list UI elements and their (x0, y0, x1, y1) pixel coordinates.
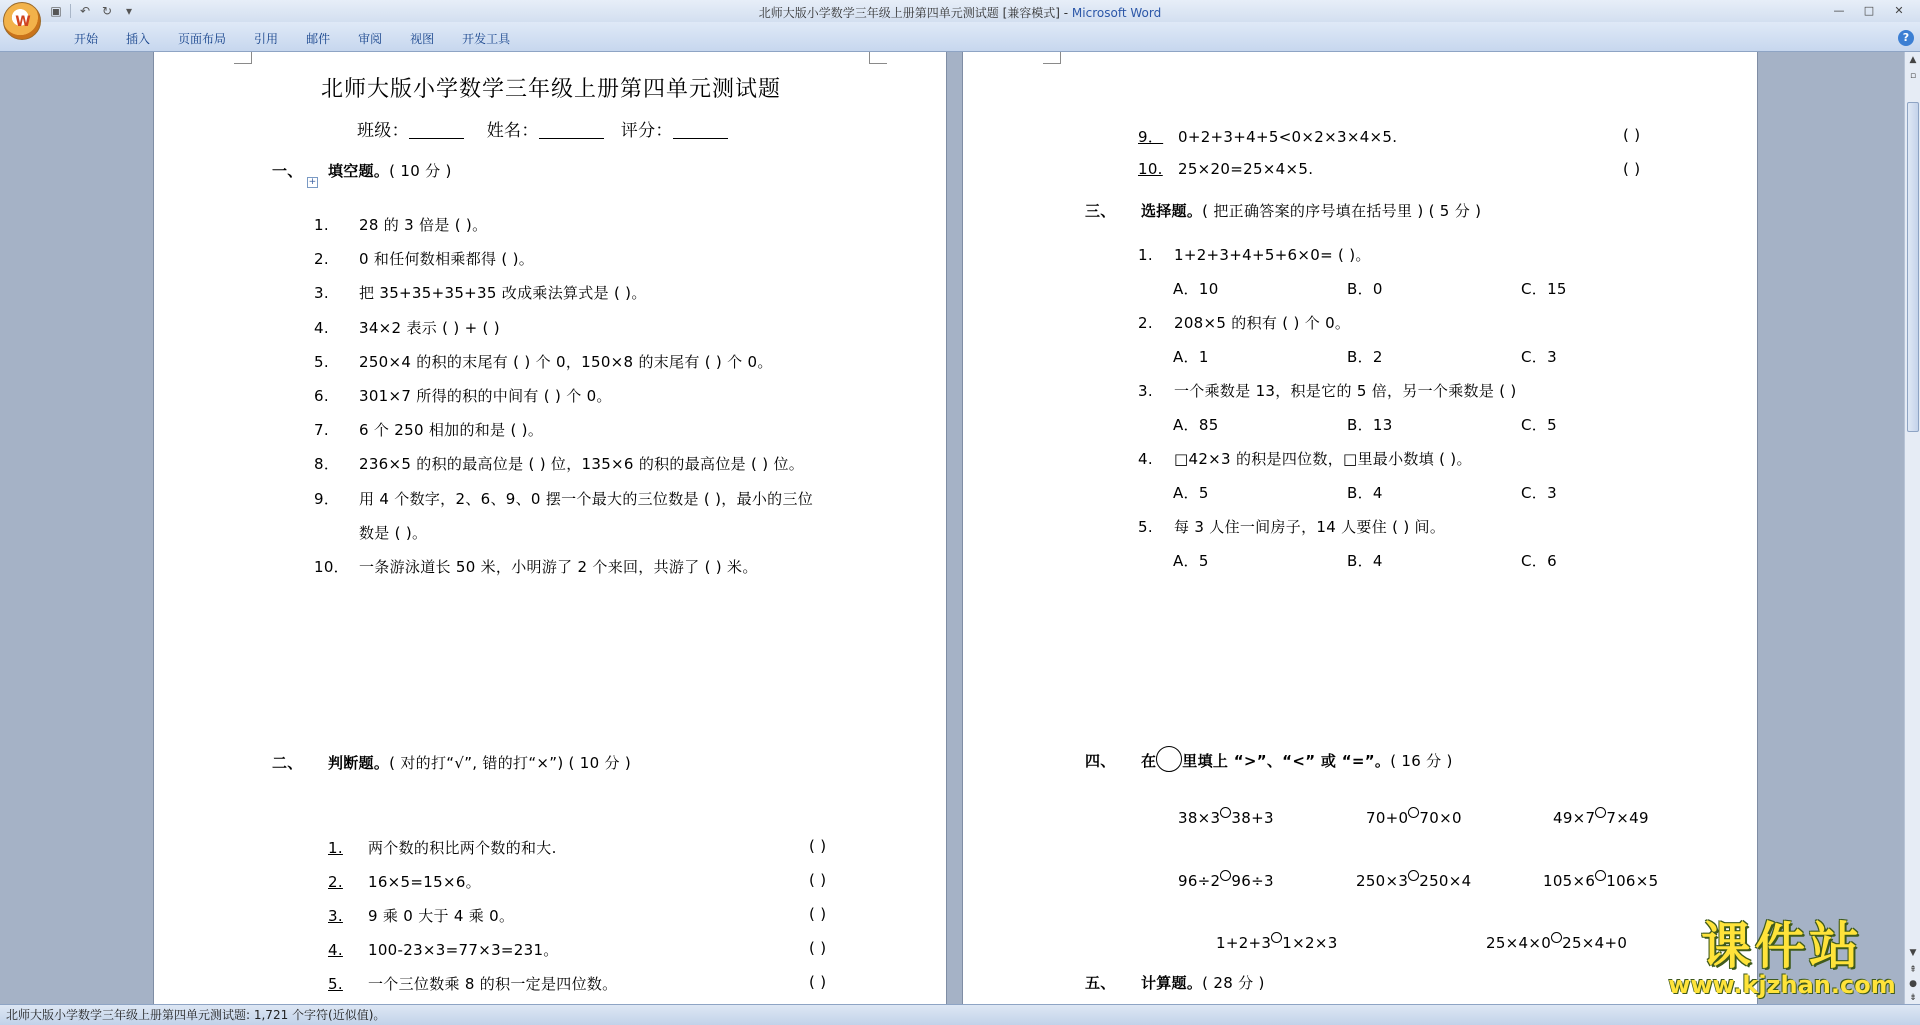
item-text: 1+2+3+4+5+6×0= ( )。 (1174, 246, 1371, 264)
comparison-circle (1595, 807, 1606, 818)
comparison-circle (1408, 807, 1419, 818)
help-icon[interactable]: ? (1898, 30, 1914, 46)
window-title (0, 4, 1920, 21)
item-text: 把 35+35+35+35 改成乘法算式是 ( )。 (359, 284, 647, 303)
choice-option: A．5 (1173, 484, 1209, 502)
choice-option: C．15 (1521, 280, 1567, 298)
name-blank (539, 138, 604, 139)
comparison-left: 70+0 (1366, 809, 1409, 827)
choice-option: C．5 (1521, 416, 1557, 434)
answer-blank: ( ) (809, 939, 827, 957)
item-text: 两个数的积比两个数的和大. (368, 839, 557, 857)
answer-blank: ( ) (1623, 126, 1641, 144)
item-number: 9． (1138, 128, 1164, 146)
item-number: 7. (314, 421, 329, 440)
choice-question (1138, 516, 1445, 537)
item-text: 250×4 的积的末尾有 ( ) 个 0，150×8 的末尾有 ( ) 个 0。 (359, 352, 773, 371)
fill-item (314, 248, 534, 269)
choice-option: A．85 (1173, 416, 1219, 434)
section-score: ( 16 分 ) (1390, 752, 1453, 770)
undo-icon[interactable]: ↶ (79, 3, 91, 18)
ribbon-tabs (60, 30, 524, 48)
redo-icon[interactable]: ↻ (101, 3, 113, 18)
item-number: 4. (328, 941, 343, 959)
title-bar (0, 0, 1920, 22)
tab-mailings[interactable]: 邮件 (306, 32, 331, 46)
answer-blank: ( ) (809, 973, 827, 991)
tab-home[interactable]: 开始 (74, 32, 99, 46)
comparison-circle (1271, 932, 1282, 943)
section-2-heading (272, 752, 631, 773)
section-3-heading (1085, 200, 1481, 221)
item-number: 8． (314, 455, 340, 474)
comparison-left: 96÷2 (1178, 872, 1221, 890)
choice-question (1138, 448, 1472, 469)
tab-insert[interactable]: 插入 (126, 32, 151, 46)
section-number: 一、 (272, 162, 303, 180)
item-number: 9． (314, 489, 340, 508)
comparison-left: 250×3 (1356, 872, 1409, 890)
comparison-left: 38×3 (1178, 809, 1221, 827)
judge-item (328, 837, 557, 858)
comparison-circle (1220, 870, 1231, 881)
item-text: 每 3 人住一间房子，14 人要住 ( ) 间。 (1174, 518, 1446, 536)
tab-review[interactable]: 审阅 (358, 32, 383, 46)
table-move-handle-icon[interactable]: + (308, 177, 317, 187)
item-text: 100-23×3=77×3=231。 (368, 941, 559, 959)
item-text: 6 个 250 相加的和是 ( )。 (359, 421, 544, 440)
item-number: 2. (1138, 314, 1153, 332)
fill-item (314, 317, 500, 338)
status-bar: 北师大版小学数学三年级上册第四单元测试题: 1,721 个字符(近似值)。 (0, 1004, 1920, 1025)
answer-blank: ( ) (809, 871, 827, 889)
answer-blank: ( ) (1623, 160, 1641, 178)
class-label: 班级： (357, 121, 409, 141)
section-note: ( 把正确答案的序号填在括号里 ) ( 5 分 ) (1202, 202, 1482, 220)
fill-item (314, 351, 773, 372)
fill-item (314, 556, 758, 577)
item-number: 3. (328, 907, 343, 925)
section-score: ( 28 分 ) (1202, 974, 1265, 992)
comparison-item (1178, 807, 1274, 827)
next-page-icon[interactable]: ⇟ (1909, 993, 1917, 1003)
judge-item (328, 871, 481, 892)
customize-qat-icon[interactable]: ▾ (125, 3, 133, 18)
office-button[interactable] (3, 2, 41, 40)
previous-page-icon[interactable]: ⇞ (1909, 965, 1917, 975)
comparison-right: 250×4 (1419, 872, 1472, 890)
choice-option: B．13 (1347, 416, 1393, 434)
item-text: 9 乘 0 大于 4 乘 0。 (368, 907, 515, 925)
tab-developer[interactable]: 开发工具 (462, 32, 511, 46)
comparison-right: 7×49 (1606, 809, 1649, 827)
choice-option: B．4 (1347, 552, 1383, 570)
item-number: 3. (314, 284, 329, 303)
judge-item (328, 939, 559, 960)
comparison-left: 25×4×0 (1486, 934, 1552, 952)
comparison-item (1543, 870, 1659, 890)
student-info-line (357, 116, 728, 141)
item-number: 1. (314, 216, 329, 234)
window-controls (1824, 2, 1914, 19)
comparison-item (1366, 807, 1462, 827)
item-text: 0+2+3+4+5<0×2×3×4×5. (1178, 128, 1398, 146)
fill-item (314, 385, 612, 406)
item-number: 10. (1138, 160, 1163, 178)
page-1[interactable] (153, 52, 947, 1004)
section-score: ( 10 分 ) (389, 162, 452, 180)
choice-option: A．5 (1173, 552, 1209, 570)
maximize-icon[interactable]: □ (1863, 4, 1875, 17)
item-text: 16×5=15×6。 (368, 873, 481, 891)
fill-item (314, 488, 813, 509)
item-text: 28 的 3 倍是 ( )。 (359, 216, 488, 234)
item-number: 1. (328, 839, 343, 857)
section-title: 判断题。 (327, 754, 390, 772)
answer-blank: ( ) (809, 837, 827, 855)
judge-item (328, 973, 617, 994)
section-title-prefix: 在 (1140, 752, 1157, 770)
item-number: 10． (314, 558, 349, 576)
tab-view[interactable]: 视图 (410, 32, 435, 46)
ruler-toggle-icon[interactable]: ▫ (1909, 71, 1917, 81)
save-icon[interactable]: ▣ (50, 3, 62, 18)
item-number: 5. (328, 975, 343, 993)
item-number: 2. (328, 873, 343, 891)
choice-option: A．1 (1173, 348, 1209, 366)
item-number: 5. (1138, 518, 1153, 536)
item-number: 6. (314, 387, 329, 405)
comparison-left: 105×6 (1543, 872, 1596, 890)
margin-corner (869, 52, 887, 64)
item-text: 一条游泳道长 50 米，小明游了 2 个来回，共游了 ( ) 米。 (359, 558, 758, 576)
scrollbar-thumb[interactable] (1907, 102, 1919, 432)
comparison-left: 49×7 (1553, 809, 1596, 827)
comparison-item (1553, 807, 1649, 827)
office-logo-icon: W (15, 14, 31, 30)
choice-option: B．0 (1347, 280, 1383, 298)
section-title: 选择题。 (1140, 202, 1203, 220)
fill-item (314, 214, 487, 235)
judge-item (1138, 160, 1313, 178)
item-text: 用 4 个数字，2、6、9、0 摆一个最大的三位数是 ( )，最小的三位 (359, 489, 814, 508)
margin-corner (1043, 52, 1061, 64)
choice-option: B．4 (1347, 484, 1383, 502)
section-number: 三、 (1085, 202, 1116, 220)
item-number: 4. (314, 318, 329, 337)
item-text: 301×7 所得的积的中间有 ( ) 个 0。 (359, 387, 612, 405)
choice-option: C．6 (1521, 552, 1557, 570)
comparison-circle (1220, 807, 1231, 818)
item-text: 25×20=25×4×5. (1178, 160, 1314, 178)
section-5-heading (1085, 972, 1265, 993)
comparison-item (1216, 932, 1338, 952)
item-text: □42×3 的积是四位数，□里最小数填 ( )。 (1174, 450, 1472, 468)
item-text: 0 和任何数相乘都得 ( )。 (359, 250, 535, 269)
fill-item (314, 522, 427, 543)
tab-references[interactable]: 引用 (254, 32, 279, 46)
comparison-circle (1408, 870, 1419, 881)
app-name: Microsoft Word (1071, 6, 1162, 20)
item-text: 一个乘数是 13，积是它的 5 倍，另一个乘数是 ( ) (1174, 382, 1517, 400)
watermark-url: www.kjzhan.com (1668, 971, 1896, 999)
choice-question (1138, 380, 1517, 401)
section-note: ( 对的打“√”, 错的打“×”) ( 10 分 ) (389, 754, 632, 772)
close-icon[interactable]: ✕ (1894, 4, 1904, 17)
item-number: 4. (1138, 450, 1153, 468)
comparison-right: 1×2×3 (1282, 934, 1338, 952)
watermark-text: 课件站 (1701, 917, 1863, 975)
watermark-logo (1662, 917, 1902, 1004)
item-number: 3. (1138, 382, 1153, 400)
fill-item (314, 419, 543, 440)
section-number: 五、 (1085, 974, 1116, 992)
scroll-down-icon[interactable]: ▼ (1909, 948, 1917, 958)
class-blank (409, 138, 464, 139)
answer-blank: ( ) (809, 905, 827, 923)
fill-item (314, 453, 804, 474)
comparison-circle (1551, 932, 1562, 943)
choice-option: C．3 (1521, 348, 1557, 366)
section-title: 填空题。 (327, 162, 390, 180)
fill-item (314, 282, 647, 303)
item-text: 一个三位数乘 8 的积一定是四位数。 (368, 975, 618, 993)
comparison-right: 96÷3 (1231, 872, 1274, 890)
choice-option: A．10 (1173, 280, 1219, 298)
comparison-item (1178, 870, 1274, 890)
name-label: 姓名： (486, 121, 539, 141)
comparison-circle (1156, 746, 1182, 772)
item-number: 2. (314, 250, 329, 269)
choice-option: B．2 (1347, 348, 1383, 366)
item-text: 34×2 表示 ( ) + ( ) (359, 318, 500, 337)
section-number: 四、 (1085, 752, 1116, 770)
section-title: 计算题。 (1140, 974, 1203, 992)
scroll-up-icon[interactable]: ▲ (1909, 55, 1917, 65)
item-text: 数是 ( )。 (359, 523, 428, 542)
judge-item (1138, 126, 1397, 147)
choice-option: C．3 (1521, 484, 1557, 502)
comparison-right: 38+3 (1231, 809, 1274, 827)
comparison-item (1486, 932, 1627, 952)
minimize-icon[interactable]: — (1833, 4, 1845, 17)
ribbon (0, 22, 1920, 52)
choice-question (1138, 312, 1350, 333)
section-title: 里填上 “>”、“<” 或 “=”。 (1182, 752, 1391, 770)
tab-page-layout[interactable]: 页面布局 (178, 32, 227, 46)
section-number: 二、 (272, 754, 303, 772)
page-2[interactable] (962, 52, 1758, 1004)
score-label: 评分： (620, 121, 673, 141)
comparison-left: 1+2+3 (1216, 934, 1272, 952)
item-number: 5. (314, 352, 329, 371)
document-title: 北师大版小学数学三年级上册第四单元测试题 [兼容模式] - (758, 6, 1072, 20)
comparison-right: 106×5 (1606, 872, 1659, 890)
item-text: 236×5 的积的最高位是 ( ) 位，135×6 的积的最高位是 ( ) 位。 (359, 455, 805, 474)
judge-item (328, 905, 514, 926)
margin-corner (234, 52, 252, 64)
choice-question (1138, 244, 1371, 265)
item-text: 208×5 的积有 ( ) 个 0。 (1174, 314, 1351, 332)
comparison-item (1356, 870, 1472, 890)
document-heading: 北师大版小学数学三年级上册第四单元测试题 (320, 77, 781, 102)
comparison-circle (1595, 870, 1606, 881)
section-1-heading (272, 160, 452, 181)
item-number: 1. (1138, 246, 1153, 264)
browse-object-icon[interactable]: ● (1909, 979, 1917, 989)
section-4-heading (1085, 746, 1453, 772)
comparison-right: 70×0 (1419, 809, 1462, 827)
score-blank (673, 138, 728, 139)
vertical-scrollbar[interactable] (1904, 52, 1920, 1004)
comparison-right: 25×4+0 (1562, 934, 1628, 952)
